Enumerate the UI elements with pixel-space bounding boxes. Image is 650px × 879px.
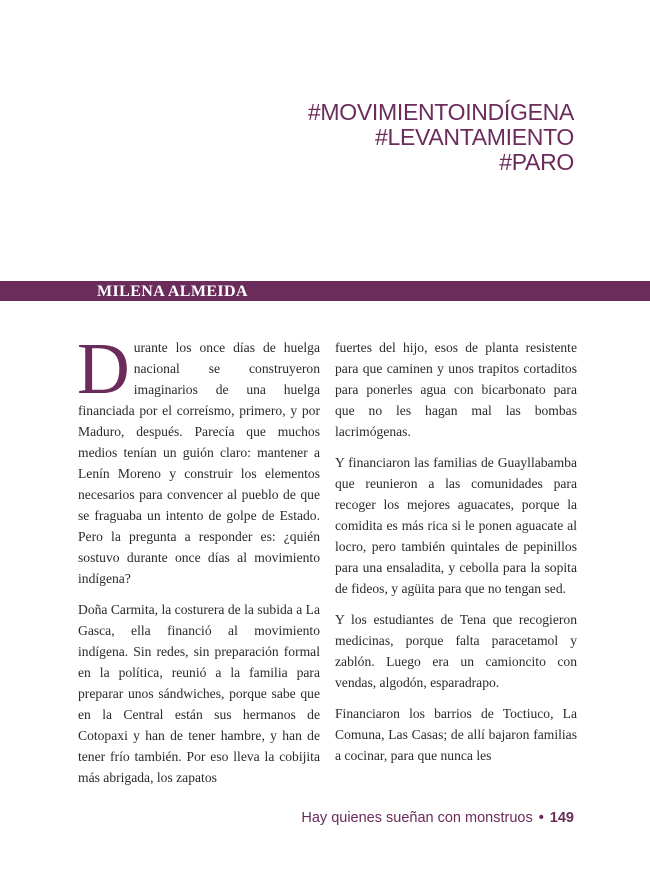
author-name: MILENA ALMEIDA	[97, 283, 248, 300]
paragraph-text: urante los once días de huelga nacional se construyeron imaginarios de una huelga financiada por el correísmo, primero, y por Maduro, después. Parecía que muchos medios tenían un guión claro: mantener a Lenín Moreno y construir los elementos necesarios para convencer al pueblo de que se fraguaba un intento de golpe de Estado. Pero la pregunta a responder es: ¿quién sostuvo durante once días al movimiento indígena?	[78, 340, 320, 586]
paragraph: Financiaron los barrios de Toctiuco, La Comuna, Las Casas; de allí bajaron familias a cocinar, para que nunca les	[335, 706, 577, 763]
page-number: 149	[549, 810, 574, 826]
title-line-1: #MOVIMIENTOINDÍGENA	[307, 99, 574, 125]
drop-cap: D	[77, 328, 130, 409]
right-column	[335, 337, 577, 776]
chapter-titles	[308, 100, 574, 175]
book-title: Hay quienes sueñan con monstruos	[301, 810, 533, 826]
left-column	[77, 328, 320, 798]
author-band	[0, 281, 650, 301]
paragraph	[77, 328, 320, 589]
title-line-2: #LEVANTAMIENTO	[374, 124, 574, 150]
paragraph: Y financiaron las familias de Guayllabamba que reunieron a las comunidades para recoger los mejores aguacates, porque la comidita es más rica si le ponen aguacate al locro, pero también quintales de pepinillos para una ensaladita, y cebolla para la sopita de fideos, y agüita para que no tengan sed.	[335, 455, 577, 596]
footer-separator: •	[538, 810, 544, 826]
paragraph: fuertes del hijo, esos de planta resistente para que caminen y unos trapitos cortaditos para ponerles agua con bicarbonato para que no les hagan mal las bombas lacrimógenas.	[335, 340, 577, 439]
page-footer	[301, 810, 574, 826]
title-line-3: #PARO	[499, 149, 574, 175]
paragraph: Doña Carmita, la costurera de la subida a La Gasca, ella financió al movimiento indígena. Sin redes, sin preparación formal en la política, reunió a la familia para preparar unos sándwiches, porque sabe que en la Central están sus hermanos de Cotopaxi y han de tener hambre, y han de tener frío también. Por eso lleva la cobijita más abrigada, los zapatos	[78, 602, 320, 785]
paragraph: Y los estudiantes de Tena que recogieron medicinas, porque falta paracetamol y zablón. Luego era un camioncito con vendas, algodón, esparadrapo.	[335, 612, 577, 690]
